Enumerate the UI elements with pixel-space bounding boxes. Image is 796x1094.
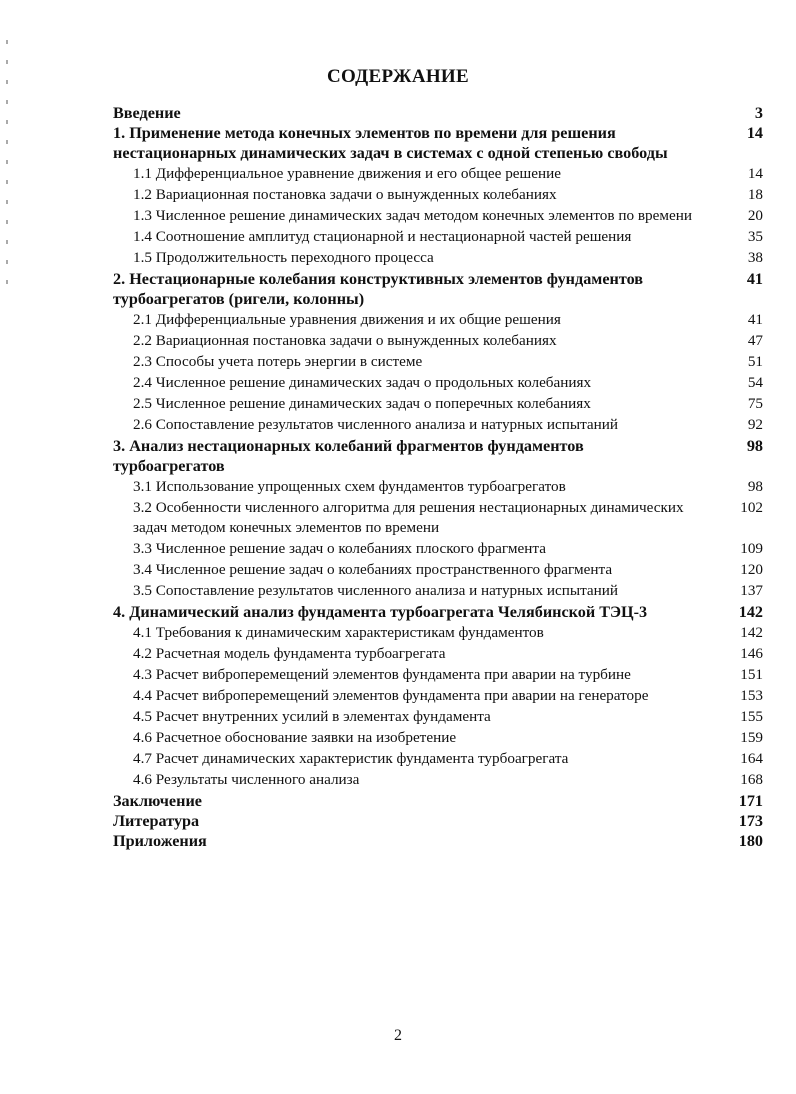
toc-entry-page: 92 — [747, 416, 763, 433]
toc-entry-title: 4.5 Расчет внутренних усилий в элементах фундамента — [133, 708, 491, 725]
toc-entry-title: 2.3 Способы учета потерь энергии в системе — [133, 353, 423, 370]
toc-entry-page: 20 — [747, 207, 763, 224]
toc-chapter-entry — [113, 791, 763, 811]
toc-section-entry — [113, 539, 763, 559]
toc-chapter-entry — [113, 602, 763, 622]
toc-section-entry — [113, 373, 763, 393]
toc-entry-page: 14 — [747, 165, 763, 182]
toc-chapter-entry — [113, 269, 763, 309]
toc-entry-title: 3.1 Использование упрощенных схем фундаментов турбоагрегатов — [133, 478, 566, 495]
toc-entry-title: Литература — [113, 812, 200, 830]
toc-entry-title: 2.4 Численное решение динамических задач о продольных колебаниях — [133, 374, 592, 391]
toc-chapter-entry — [113, 436, 763, 476]
toc-entry-page: 173 — [738, 812, 763, 830]
toc-entry-title: 2.6 Сопоставление результатов численного анализа и натурных испытаний — [133, 416, 619, 433]
toc-entry-page: 153 — [740, 687, 763, 704]
toc-entry-title: 4.6 Расчетное обоснование заявки на изобретение — [133, 729, 457, 746]
toc-chapter-entry — [113, 103, 763, 123]
toc-entry-page: 146 — [740, 645, 763, 662]
toc-entry-title: 3. Анализ нестационарных колебаний фрагментов фундаментов турбоагрегатов — [113, 437, 584, 475]
toc-entry-page: 159 — [740, 729, 763, 746]
toc-entry-title: 4.1 Требования к динамическим характеристикам фундаментов — [133, 624, 544, 641]
toc-section-entry — [113, 331, 763, 351]
toc-entry-page: 142 — [740, 624, 763, 641]
toc-entry-page: 3 — [754, 104, 763, 122]
toc-entry-page: 18 — [747, 186, 763, 203]
toc-section-entry — [113, 185, 763, 205]
toc-chapter-entry — [113, 123, 763, 163]
page-number: 2 — [394, 1027, 402, 1044]
toc-section-entry — [113, 749, 763, 769]
toc-entry-page: 109 — [740, 540, 763, 557]
toc-entry-title: 2.5 Численное решение динамических задач о поперечных колебаниях — [133, 395, 591, 412]
toc-entry-page: 75 — [747, 395, 763, 412]
toc-entry-page: 54 — [747, 374, 763, 391]
toc-section-entry — [113, 477, 763, 497]
toc-entry-title: 4.2 Расчетная модель фундамента турбоагрегата — [133, 645, 446, 662]
toc-section-entry — [113, 665, 763, 685]
toc-section-entry — [113, 498, 763, 538]
toc-entry-title: 2.2 Вариационная постановка задачи о вынужденных колебаниях — [133, 332, 557, 349]
toc-entry-title: 4.3 Расчет виброперемещений элементов фундамента при аварии на турбине — [133, 666, 631, 683]
toc-entry-page: 142 — [738, 603, 763, 621]
toc-entry-title: 3.2 Особенности численного алгоритма для решения нестационарных динамических задач методом конечных элементов по времени — [133, 499, 684, 536]
toc-section-entry — [113, 164, 763, 184]
toc-section-entry — [113, 581, 763, 601]
toc-entry-page: 171 — [738, 792, 763, 810]
toc-section-entry — [113, 394, 763, 414]
toc-entry-page: 47 — [747, 332, 763, 349]
toc-section-entry — [113, 686, 763, 706]
toc-entry-title: Заключение — [113, 792, 202, 810]
toc-section-entry — [113, 560, 763, 580]
toc-entry-title: 4. Динамический анализ фундамента турбоагрегата Челябинской ТЭЦ-3 — [113, 603, 648, 621]
toc-entry-title: 2.1 Дифференциальные уравнения движения и их общие решения — [133, 311, 561, 328]
toc-entry-title: 1.1 Дифференциальное уравнение движения и его общее решение — [133, 165, 561, 182]
toc-entry-page: 51 — [747, 353, 763, 370]
toc-section-entry — [113, 310, 763, 330]
toc-section-entry — [113, 623, 763, 643]
toc-entry-title: Приложения — [113, 832, 207, 850]
toc-entry-title: 1.2 Вариационная постановка задачи о вынужденных колебаниях — [133, 186, 557, 203]
toc-section-entry — [113, 248, 763, 268]
toc-entry-title: 3.4 Численное решение задач о колебаниях пространственного фрагмента — [133, 561, 613, 578]
toc-section-entry — [113, 227, 763, 247]
toc-entry-page: 168 — [740, 771, 763, 788]
toc-entry-page: 38 — [747, 249, 763, 266]
toc-entry-page: 180 — [738, 832, 763, 850]
toc-section-entry — [113, 644, 763, 664]
toc-section-entry — [113, 206, 763, 226]
toc-entry-page: 164 — [740, 750, 763, 767]
toc-entry-page: 14 — [746, 124, 763, 142]
toc-entry-page: 41 — [746, 270, 763, 288]
toc-entry-page: 151 — [740, 666, 763, 683]
toc-entry-title: 2. Нестационарные колебания конструктивных элементов фундаментов турбоагрегатов (ригели, колонны) — [113, 270, 643, 308]
toc-chapter-entry — [113, 831, 763, 851]
toc-entry-title: Введение — [113, 104, 181, 122]
table-of-contents — [113, 103, 763, 851]
toc-entry-page: 137 — [740, 582, 763, 599]
toc-section-entry — [113, 415, 763, 435]
toc-section-entry — [113, 770, 763, 790]
toc-section-entry — [113, 728, 763, 748]
toc-entry-page: 98 — [746, 437, 763, 455]
toc-entry-title: 3.5 Сопоставление результатов численного анализа и натурных испытаний — [133, 582, 619, 599]
toc-chapter-entry — [113, 811, 763, 831]
toc-entry-page: 120 — [740, 561, 763, 578]
toc-entry-title: 1.3 Численное решение динамических задач методом конечных элементов по времени — [133, 207, 692, 224]
toc-entry-title: 4.4 Расчет виброперемещений элементов фундамента при аварии на генераторе — [133, 687, 649, 704]
toc-entry-page: 35 — [747, 228, 763, 245]
toc-entry-title: 4.7 Расчет динамических характеристик фундамента турбоагрегата — [133, 750, 569, 767]
toc-entry-title: 1. Применение метода конечных элементов по времени для решения нестационарных динамических задач в системах с одной степенью свободы — [113, 124, 668, 162]
toc-entry-title: 4.6 Результаты численного анализа — [133, 771, 360, 788]
page-title: СОДЕРЖАНИЕ — [327, 66, 469, 87]
toc-entry-title: 1.4 Соотношение амплитуд стационарной и нестационарной частей решения — [133, 228, 632, 245]
toc-section-entry — [113, 707, 763, 727]
toc-section-entry — [113, 352, 763, 372]
toc-entry-page: 98 — [747, 478, 763, 495]
toc-entry-page: 155 — [740, 708, 763, 725]
toc-entry-page: 41 — [747, 311, 763, 328]
toc-entry-title: 3.3 Численное решение задач о колебаниях плоского фрагмента — [133, 540, 546, 557]
toc-entry-title: 1.5 Продолжительность переходного процесса — [133, 249, 434, 266]
toc-entry-page: 102 — [740, 499, 763, 516]
